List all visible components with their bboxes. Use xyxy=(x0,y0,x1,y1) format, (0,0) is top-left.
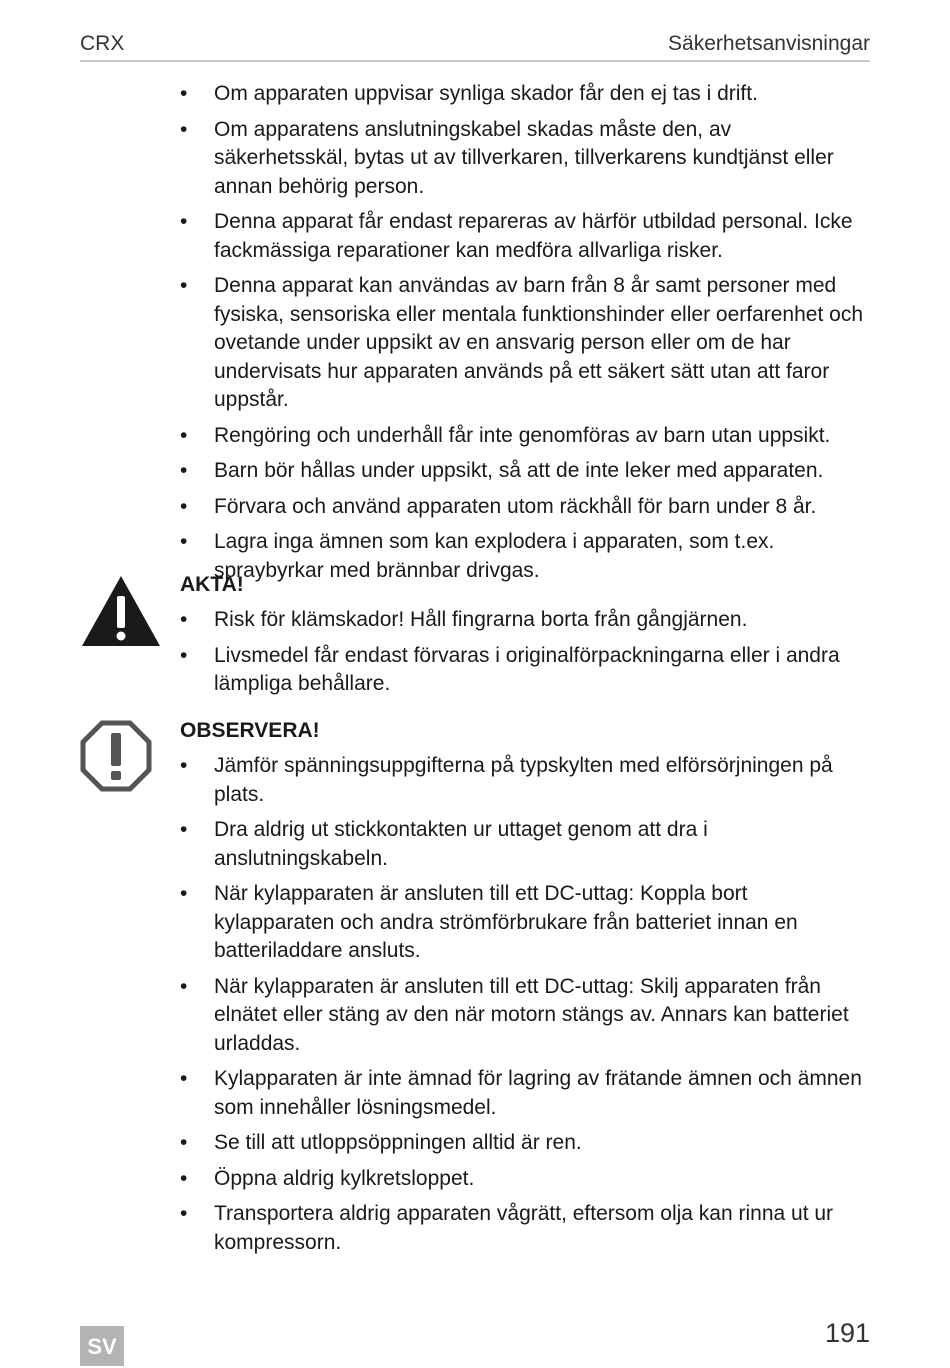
page-header xyxy=(80,28,870,64)
bullet: • xyxy=(180,1131,188,1154)
language-tab: SV xyxy=(80,1326,124,1366)
bullet: • xyxy=(180,1166,188,1190)
bullet: • xyxy=(180,117,188,141)
list-item-text: Lagra inga ämnen som kan explodera i apparaten, som t.ex. spraybyrkar med brännbar drivgas. xyxy=(214,530,775,582)
list-item-text: Kylapparaten är inte ämnad för lagring av frätande ämnen och ämnen som innehåller lösningsmedel. xyxy=(214,1067,862,1119)
warning-triangle-icon xyxy=(80,574,162,648)
list-item-text: När kylapparaten är ansluten till ett DC-uttag: Skilj apparaten från elnätet eller stäng av den när motorn stängs av. Annars kan batteriet urladdas. xyxy=(214,974,849,1055)
list-item-text: Livsmedel får endast förvaras i originalförpackningarna eller i andra lämpliga behållare. xyxy=(214,643,840,695)
list-item xyxy=(180,1165,870,1194)
bullet: • xyxy=(180,274,188,297)
bullet: • xyxy=(180,423,188,447)
list-item xyxy=(180,1065,870,1122)
page-number: 191 xyxy=(824,1318,870,1348)
list-item-text: Dra aldrig ut stickkontakten ur uttaget genom att dra i anslutningskabeln. xyxy=(214,818,708,870)
list-item xyxy=(180,606,870,635)
caution-section xyxy=(180,570,870,706)
list-item-text: Se till att utloppsöppningen alltid är ren. xyxy=(214,1131,582,1154)
notice-heading: OBSERVERA! xyxy=(180,719,320,742)
caution-heading: AKTA! xyxy=(180,573,244,596)
list-item-text: Om apparaten uppvisar synliga skador får den ej tas i drift. xyxy=(214,82,758,105)
bullet: • xyxy=(180,882,188,905)
list-item xyxy=(180,973,870,1059)
header-rule xyxy=(80,60,870,62)
list-item xyxy=(180,880,870,966)
bullet: • xyxy=(180,1202,188,1225)
list-item xyxy=(180,208,870,265)
list-item xyxy=(180,1129,870,1158)
bullet: • xyxy=(180,974,188,998)
caution-list xyxy=(180,606,870,699)
bullet: • xyxy=(180,459,188,482)
header-section-title: Säkerhetsanvisningar xyxy=(668,32,870,55)
list-item-text: Risk för klämskador! Håll fingrarna borta från gångjärnen. xyxy=(214,608,748,631)
list-item xyxy=(180,816,870,873)
header-product: CRX xyxy=(80,32,125,55)
list-item xyxy=(180,116,870,202)
bullet: • xyxy=(180,1067,188,1090)
bullet: • xyxy=(180,754,188,777)
list-item-text: Jämför spänningsuppgifterna på typskylten med elförsörjningen på plats. xyxy=(214,754,833,806)
bullet: • xyxy=(180,494,188,518)
notice-list xyxy=(180,752,870,1257)
list-item-text: När kylapparaten är ansluten till ett DC-uttag: Koppla bort kylapparaten och andra strömförbrukare från batteriet innan en batteriladdare ansluts. xyxy=(214,882,798,962)
list-item xyxy=(180,80,870,109)
list-item-text: Denna apparat kan användas av barn från 8 år samt personer med fysiska, sensoriska eller mentala funktionshinder eller oerfarenhet och ovetande under uppsikt av en ansvarig person eller om de har undervisats hur apparaten används på ett säkert sätt utan att faror uppstår. xyxy=(214,274,864,411)
list-item xyxy=(180,1200,870,1257)
list-item-text: Denna apparat får endast repareras av härför utbildad personal. Icke fackmässiga reparationer kan medföra allvarliga risker. xyxy=(214,210,853,262)
notice-octagon-icon xyxy=(80,720,152,792)
bullet: • xyxy=(180,643,188,667)
general-safety-list xyxy=(180,80,870,585)
list-item xyxy=(180,457,870,486)
list-item xyxy=(180,272,870,415)
list-item xyxy=(180,752,870,809)
bullet: • xyxy=(180,608,188,631)
bullet: • xyxy=(180,82,188,105)
list-item xyxy=(180,493,870,522)
general-safety-section xyxy=(180,80,870,592)
list-item-text: Barn bör hållas under uppsikt, så att de inte leker med apparaten. xyxy=(214,459,824,482)
list-item-text: Om apparatens anslutningskabel skadas måste den, av säkerhetsskäl, bytas ut av tillverkaren, tillverkarens kundtjänst eller annan behörig person. xyxy=(214,117,834,198)
list-item xyxy=(180,642,870,699)
notice-section xyxy=(180,716,870,1264)
bullet: • xyxy=(180,210,188,233)
list-item-text: Transportera aldrig apparaten vågrätt, eftersom olja kan rinna ut ur kompressorn. xyxy=(214,1202,834,1254)
list-item xyxy=(180,422,870,451)
list-item-text: Förvara och använd apparaten utom räckhåll för barn under 8 år. xyxy=(214,494,817,518)
list-item-text: Öppna aldrig kylkretsloppet. xyxy=(214,1166,475,1190)
bullet: • xyxy=(180,818,188,841)
bullet: • xyxy=(180,530,188,553)
list-item-text: Rengöring och underhåll får inte genomföras av barn utan uppsikt. xyxy=(214,423,831,447)
